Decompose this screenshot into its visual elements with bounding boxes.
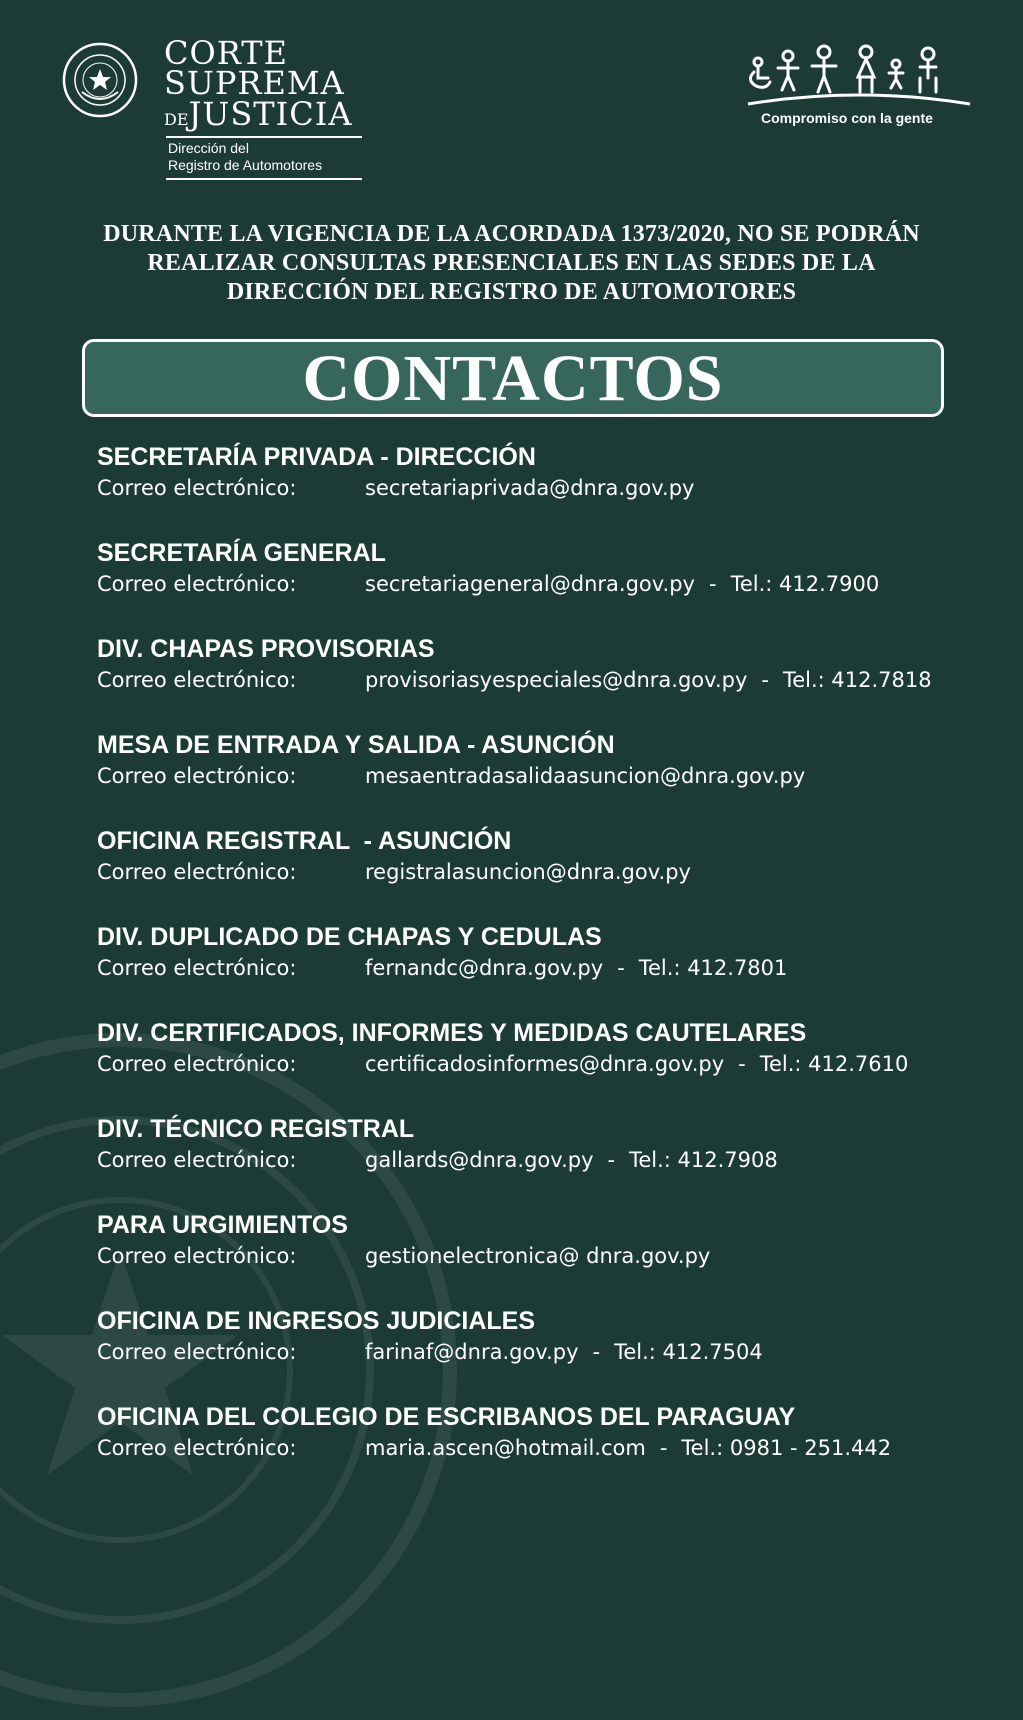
email-link[interactable]: fernandc@dnra.gov.py bbox=[365, 956, 604, 980]
contact-line bbox=[97, 472, 997, 504]
email-label: Correo electrónico: bbox=[97, 1244, 297, 1268]
brand-divider-bottom bbox=[166, 178, 362, 180]
phone-number: Tel.: 412.7818 bbox=[782, 668, 932, 692]
email-label: Correo electrónico: bbox=[97, 572, 297, 596]
phone-number: Tel.: 0981 - 251.442 bbox=[681, 1436, 892, 1460]
notice-text bbox=[40, 220, 983, 307]
contact-title: DIV. CHAPAS PROVISORIAS bbox=[97, 635, 435, 663]
division-name bbox=[168, 140, 322, 174]
compromiso-logo bbox=[744, 42, 974, 132]
contactos-banner bbox=[82, 339, 944, 417]
contact-item bbox=[97, 634, 997, 730]
contact-value bbox=[365, 760, 805, 792]
contacts-list bbox=[97, 442, 997, 1498]
contact-line bbox=[97, 1432, 997, 1464]
contact-line bbox=[97, 1048, 997, 1080]
contact-title: OFICINA REGISTRAL - ASUNCIÓN bbox=[97, 827, 512, 855]
email-link[interactable]: certificadosinformes@dnra.gov.py bbox=[365, 1052, 725, 1076]
contact-line bbox=[97, 568, 997, 600]
contact-value bbox=[365, 1432, 891, 1464]
brand-justicia: JUSTICIA bbox=[188, 95, 353, 133]
contact-line bbox=[97, 1336, 997, 1368]
contact-title: DIV. TÉCNICO REGISTRAL bbox=[97, 1115, 415, 1143]
phone-number: Tel.: 412.7900 bbox=[730, 572, 880, 596]
notice-line-2: REALIZAR CONSULTAS PRESENCIALES EN LAS SEDES DE LA bbox=[147, 250, 876, 276]
email-link[interactable]: gallards@dnra.gov.py bbox=[365, 1148, 594, 1172]
email-label: Correo electrónico: bbox=[97, 764, 297, 788]
corte-suprema-logo bbox=[62, 34, 362, 183]
email-link[interactable]: secretariageneral@dnra.gov.py bbox=[365, 572, 695, 596]
notice-line-3: DIRECCIÓN DEL REGISTRO DE AUTOMOTORES bbox=[226, 279, 797, 305]
contact-value bbox=[365, 568, 879, 600]
separator: - bbox=[617, 956, 625, 980]
contact-title: PARA URGIMIENTOS bbox=[97, 1211, 348, 1239]
contact-item bbox=[97, 538, 997, 634]
contact-item bbox=[97, 1018, 997, 1114]
email-link[interactable]: mesaentradasalidaasuncion@dnra.gov.py bbox=[365, 764, 806, 788]
contact-item bbox=[97, 1306, 997, 1402]
contact-item bbox=[97, 1210, 997, 1306]
national-seal-icon bbox=[62, 42, 138, 118]
contact-title: OFICINA DE INGRESOS JUDICIALES bbox=[97, 1307, 536, 1335]
contact-value bbox=[365, 1336, 763, 1368]
separator: - bbox=[607, 1148, 616, 1172]
contact-item bbox=[97, 922, 997, 1018]
contact-line bbox=[97, 856, 997, 888]
email-link[interactable]: secretariaprivada@dnra.gov.py bbox=[365, 476, 695, 500]
phone-number: Tel.: 412.7504 bbox=[614, 1340, 763, 1364]
division-line-2: Registro de Automotores bbox=[168, 157, 323, 173]
people-group-icon bbox=[744, 42, 974, 112]
banner-title: CONTACTOS bbox=[302, 342, 724, 415]
email-link[interactable]: registralasuncion@dnra.gov.py bbox=[365, 860, 691, 884]
contact-line bbox=[97, 1240, 997, 1272]
contact-item bbox=[97, 730, 997, 826]
phone-number: Tel.: 412.7610 bbox=[759, 1052, 909, 1076]
contact-item bbox=[97, 826, 997, 922]
contact-title: DIV. DUPLICADO DE CHAPAS Y CEDULAS bbox=[97, 923, 602, 951]
email-label: Correo electrónico: bbox=[97, 1052, 297, 1076]
brand-line-3 bbox=[164, 95, 353, 136]
email-label: Correo electrónico: bbox=[97, 956, 297, 980]
brand-de: DE bbox=[164, 110, 189, 129]
email-link[interactable]: gestionelectronica@ dnra.gov.py bbox=[365, 1244, 711, 1268]
contact-title: SECRETARÍA PRIVADA - DIRECCIÓN bbox=[97, 443, 536, 471]
email-label: Correo electrónico: bbox=[97, 1340, 297, 1364]
contact-title: MESA DE ENTRADA Y SALIDA - ASUNCIÓN bbox=[97, 731, 615, 759]
email-label: Correo electrónico: bbox=[97, 476, 297, 500]
contact-value bbox=[365, 1240, 710, 1272]
email-label: Correo electrónico: bbox=[97, 1436, 297, 1460]
notice-line-1: DURANTE LA VIGENCIA DE LA ACORDADA 1373/2020, NO SE PODRÁN bbox=[103, 221, 920, 247]
separator: - bbox=[592, 1340, 601, 1364]
contact-line bbox=[97, 1144, 997, 1176]
brand-line-1: CORTE bbox=[164, 34, 288, 72]
contact-value bbox=[365, 856, 691, 888]
contact-item bbox=[97, 1114, 997, 1210]
contact-value bbox=[365, 1144, 778, 1176]
contact-line bbox=[97, 952, 997, 984]
email-label: Correo electrónico: bbox=[97, 1148, 297, 1172]
contact-line bbox=[97, 664, 997, 696]
separator: - bbox=[738, 1052, 746, 1076]
separator: - bbox=[708, 572, 717, 596]
brand-line-2: SUPREMA bbox=[164, 64, 345, 102]
contact-title: SECRETARÍA GENERAL bbox=[97, 539, 386, 567]
contact-value bbox=[365, 472, 694, 504]
contact-value bbox=[365, 1048, 908, 1080]
email-link[interactable]: maria.ascen@hotmail.com bbox=[365, 1436, 646, 1460]
contact-value bbox=[365, 952, 787, 984]
contact-item bbox=[97, 442, 997, 538]
contact-title: OFICINA DEL COLEGIO DE ESCRIBANOS DEL PARAGUAY bbox=[97, 1403, 796, 1431]
email-link[interactable]: farinaf@dnra.gov.py bbox=[365, 1340, 579, 1364]
email-link[interactable]: provisoriasyespeciales@dnra.gov.py bbox=[365, 668, 748, 692]
email-label: Correo electrónico: bbox=[97, 668, 297, 692]
phone-number: Tel.: 412.7801 bbox=[638, 956, 788, 980]
contact-title: DIV. CERTIFICADOS, INFORMES Y MEDIDAS CAUTELARES bbox=[97, 1019, 807, 1047]
slogan: Compromiso con la gente bbox=[761, 110, 933, 126]
contact-item bbox=[97, 1402, 997, 1498]
contact-value bbox=[365, 664, 932, 696]
contact-line bbox=[97, 760, 997, 792]
brand-name bbox=[164, 34, 353, 136]
separator: - bbox=[761, 668, 769, 692]
brand-divider bbox=[166, 136, 362, 138]
division-line-1: Dirección del bbox=[168, 140, 249, 156]
phone-number: Tel.: 412.7908 bbox=[629, 1148, 778, 1172]
email-label: Correo electrónico: bbox=[97, 860, 297, 884]
separator: - bbox=[659, 1436, 668, 1460]
